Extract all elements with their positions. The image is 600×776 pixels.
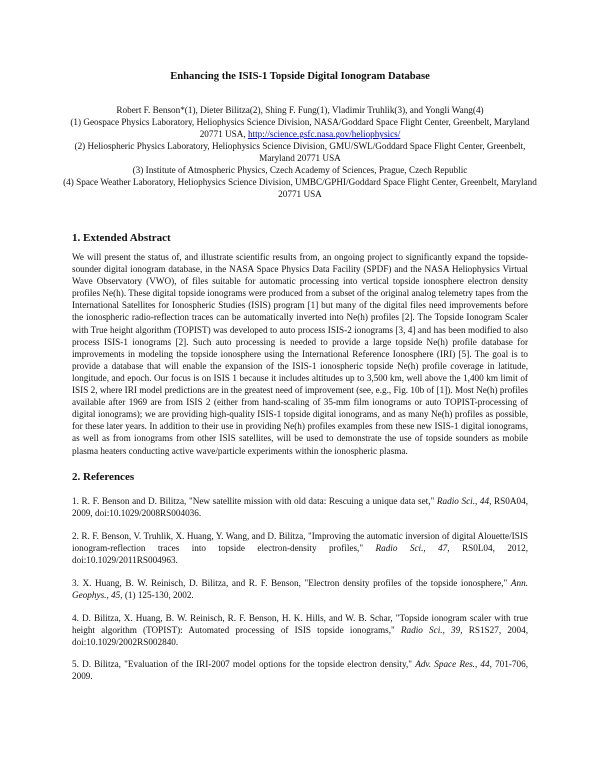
reference-details: , (1) 125-130, 2002. xyxy=(120,590,194,601)
reference-item xyxy=(72,495,528,519)
author-list: Robert F. Benson*(1), Dieter Bilitza(2), Shing F. Fung(1), Vladimir Truhlik(3), and Yongli Wang(4) xyxy=(116,105,484,115)
reference-journal: Radio Sci., 47 xyxy=(375,543,448,554)
affiliation-1-text: (1) Geospace Physics Laboratory, Heliophysics Science Division, NASA/Goddard Space Flight Center, Greenbelt, Maryland 20771 USA, xyxy=(70,117,530,140)
paper-title: Enhancing the ISIS-1 Topside Digital Ionogram Database xyxy=(170,71,430,82)
section-heading-references: 2. References xyxy=(72,471,135,483)
reference-item xyxy=(72,658,528,682)
affiliation-3: (3) Institute of Atmospheric Physics, Czech Academy of Sciences, Prague, Czech Republic xyxy=(132,165,468,175)
reference-details: , RS1S27, 2004, doi:10.1029/2002RS002840. xyxy=(72,625,528,648)
reference-journal: Ann. Geophys., 45 xyxy=(72,578,528,601)
section-heading-abstract: 1. Extended Abstract xyxy=(72,232,171,244)
reference-details: , 701-706, 2009. xyxy=(72,659,528,682)
reference-item xyxy=(72,577,528,601)
heliophysics-link[interactable]: http://science.gsfc.nasa.gov/heliophysics/ xyxy=(247,129,401,140)
reference-item xyxy=(72,612,528,648)
reference-text: 1. R. F. Benson and D. Bilitza, "New satellite mission with old data: Rescuing a unique data set," xyxy=(72,496,437,506)
reference-text: 5. D. Bilitza, "Evaluation of the IRI-2007 model options for the topside electron density," xyxy=(72,659,416,669)
abstract-body: We will present the status of, and illustrate scientific results from, an ongoing project to significantly expand the topside-sounder digital ionogram database, in the NASA Space Physics Data Facility (SPDF) and the NASA Heliophysics Virtual Wave Observatory (VWO), of files suitable for automatic processing into vertical topside ionosphere electron density profiles Ne(h). These digital topside ionograms were produced from a subset of the original analog telemetry tapes from the International Satellites for Ionospheric Studies (ISIS) program [1] but many of the digital files need improvements before the ionospheric radio-reflection traces can be automatically inverted into Ne(h) profiles [2]. The Topside Ionogram Scaler with True height algorithm (TOPIST) was developed to auto process ISIS-2 ionograms [3, 4] and has been modified to also process ISIS-1 ionograms [2]. Such auto processing is needed to provide a large topside Ne(h) profile database for improvements in modeling the topside ionosphere using the International Reference Ionosphere (IRI) [5]. The goal is to provide a database that will enable the expansion of the ISIS-1 ionospheric topside Ne(h) profile coverage in latitude, longitude, and epoch. Our focus is on ISIS 1 because it includes altitudes up to 3,500 km, well above the 1,400 km limit of ISIS 2, where IRI model predictions are in the greatest need of improvement (see, e.g., Fig. 10b of [1]). Most Ne(h) profiles available after 1969 are from ISIS 2 (either from hand-scaling of 35-mm film ionograms or auto TOPIST-processing of digital ionograms); we are providing high-quality ISIS-1 topside digital ionograms, and as many Ne(h) profiles as possible, for these later years. In addition to their use in providing Ne(h) profiles examples from these new ISIS-1 digital ionograms, as well as from ionograms from other ISIS satellites, will be used to demonstrate the use of topside sounders as mobile plasma heaters conducting active wave/particle experiments within the ionospheric plasma. xyxy=(72,252,528,456)
reference-journal: Radio Sci., 44 xyxy=(436,496,490,506)
reference-journal: Adv. Space Res., 44 xyxy=(415,659,490,669)
reference-text: 4. D. Bilitza, X. Huang, B. W. Reinisch, R. F. Benson, H. K. Hills, and W. B. Schar, "Topside ionogram scaler with true height algorithm (TOPIST): Automated processing of ISIS topside ionograms," xyxy=(72,613,528,636)
affiliation-2: (2) Heliospheric Physics Laboratory, Heliophysics Science Division, GMU/SWL/Goddard Space Flight Center, Greenbelt, Maryland 20771 USA xyxy=(74,141,526,164)
reference-text: 2. R. F. Benson, V. Truhlik, X. Huang, Y. Wang, and D. Bilitza, "Improving the automatic inversion of digital Alouette/ISIS ionogram-reflection traces into topside electron-density profiles," xyxy=(72,531,528,554)
affiliation-1 xyxy=(60,116,540,140)
reference-details: , RS0A04, 2009, doi:10.1029/2008RS004036. xyxy=(72,496,529,519)
affiliation-4: (4) Space Weather Laboratory, Heliophysics Science Division, UMBC/GPHI/Goddard Space Flight Center, Greenbelt, Maryland 20771 USA xyxy=(63,177,537,200)
reference-item xyxy=(72,530,528,566)
reference-journal: Radio Sci., 39 xyxy=(400,625,461,636)
reference-details: , RS0L04, 2012, doi:10.1029/2011RS004963. xyxy=(72,543,528,566)
reference-text: 3. X. Huang, B. W. Reinisch, D. Bilitza, and R. F. Benson, "Electron density profiles of the topside ionosphere," xyxy=(72,578,511,588)
